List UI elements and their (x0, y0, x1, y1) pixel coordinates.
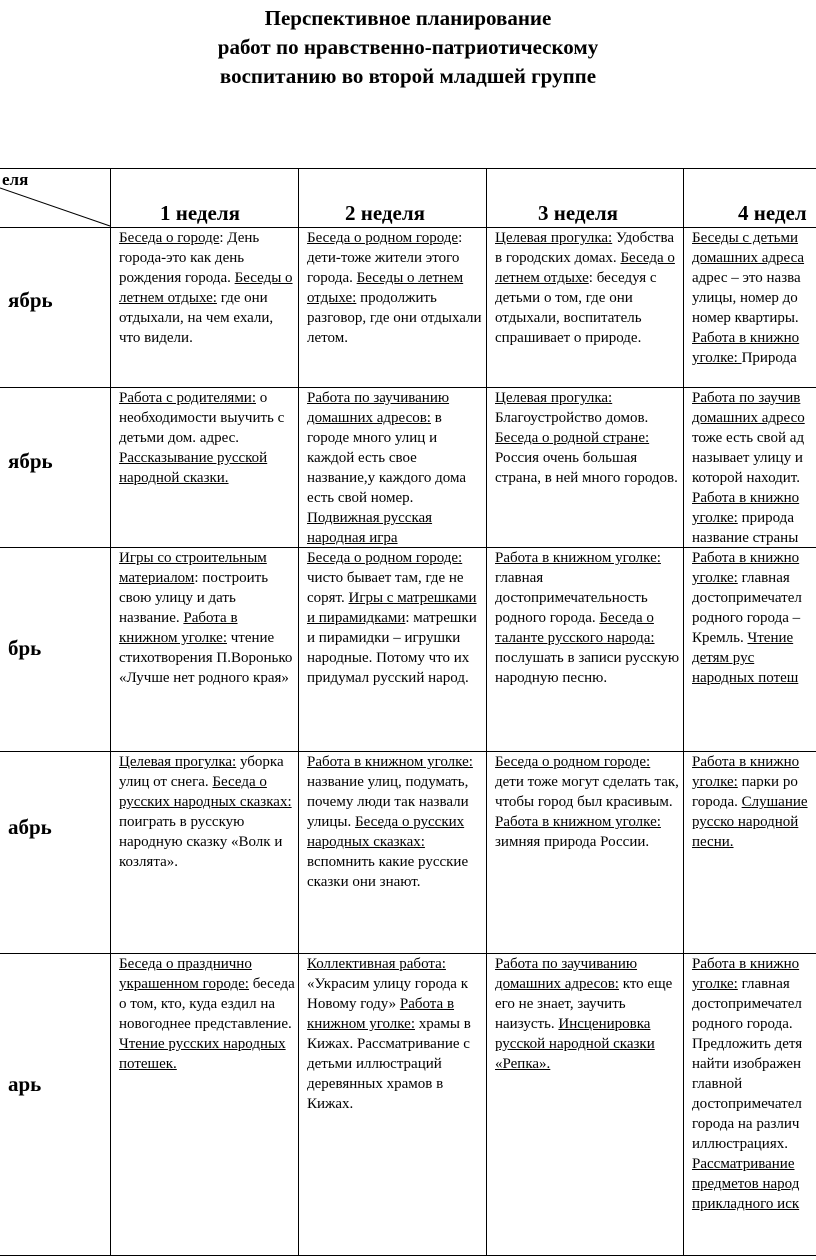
month-label: ябрь (8, 288, 53, 312)
plan-cell (307, 752, 485, 952)
activity-text: кто еще его не знает, заучить наизусть. (495, 976, 673, 1032)
activity-text: храмы в Кижах. Рассматривание с детьми иллюстраций деревянных храмов в Кижах. (307, 1016, 471, 1112)
activity-heading: Игры с матрешками и пирамидками (307, 590, 477, 626)
activity-heading: Беседы с детьми домашних адреса (692, 230, 805, 266)
page-title (0, 4, 816, 91)
month-label: брь (8, 636, 42, 660)
plan-cell (119, 388, 297, 546)
plan-cell (495, 228, 681, 386)
activity-heading: Работа в книжно уголке: (692, 550, 800, 586)
plan-cell (692, 954, 816, 1254)
activity-text: дети тоже могут сделать так, чтобы город был красивым. (495, 774, 679, 810)
plan-cell (307, 548, 485, 750)
activity-text: Удобства в городских домах. (495, 230, 675, 266)
activity-heading: Целевая прогулка: (495, 230, 613, 246)
activity-text: чем ехали, что видели. (119, 310, 274, 346)
activity-heading: Подвижная русская народная игра (307, 510, 433, 546)
activity-text: главная достопримечател родного города – Кремль. (692, 570, 802, 646)
activity-heading: Чтение детям рус народных потеш (692, 630, 799, 686)
activity-text: где они отдыхали, на (119, 290, 268, 326)
activity-heading: Слушание русско народной песни. (692, 794, 808, 850)
activity-text: в городе много улиц и каждой есть свое название,у каждого дома есть свой номер. (307, 410, 467, 506)
activity-text: природа название страны (692, 510, 799, 546)
week-header-4: 4 недел (738, 201, 807, 225)
activity-text: чтение стихотворения П.Воронько «Лучше нет родного края» (119, 630, 293, 686)
month-label: арь (8, 1072, 42, 1096)
plan-cell (692, 228, 816, 386)
activity-text: зимняя природа России. (495, 834, 650, 850)
activity-text: парки ро города. (692, 774, 798, 810)
month-label: абрь (8, 815, 52, 839)
activity-text: главная достопримечательность родного города. (495, 570, 648, 626)
activity-heading: Работа в книжно уголке: (692, 754, 800, 790)
activity-heading: Беседа о празднично украшенном городе: (119, 956, 252, 992)
activity-text: уборка улиц от снега. (119, 754, 284, 790)
activity-heading: Беседа о летнем отдыхе (495, 250, 675, 286)
activity-text: чисто бывает там, где не сорят. (307, 570, 464, 606)
activity-heading: Коллективная работа: (307, 956, 446, 972)
month-label: ябрь (8, 449, 53, 473)
week-header-2: 2 неделя (345, 201, 425, 225)
activity-text: послушать в записи русскую народную песню. (495, 650, 680, 686)
plan-cell (307, 388, 485, 546)
week-header-1: 1 неделя (160, 201, 240, 225)
activity-text: название улиц, подумать, почему люди так назвали улицы. (307, 774, 469, 830)
activity-heading: Беседа о родном городе: (495, 754, 651, 770)
plan-cell (119, 228, 297, 386)
activity-heading: Беседа о таланте русского народа: (495, 610, 655, 646)
activity-heading: Беседа о городе (119, 230, 220, 246)
plan-cell (495, 388, 681, 546)
activity-text: : беседуя с детьми о том, где они отдыхали, воспитатель спрашивает о природе. (495, 270, 657, 346)
activity-heading: Беседа о родной стране: (495, 430, 650, 446)
plan-cell (692, 548, 816, 750)
activity-text: Благоустройство домов. (495, 410, 649, 426)
title-line-1: Перспективное планирование (264, 6, 552, 30)
plan-cell (495, 548, 681, 750)
activity-heading: Инсценировка русской народной сказки «Репка». (495, 1016, 655, 1072)
activity-heading: Работа в книжно уголке: (692, 490, 800, 526)
activity-text: : построить свою улицу и дать название. (119, 570, 269, 626)
activity-heading: Беседа о русских народных сказках: (119, 774, 292, 810)
activity-text: вспомнить какие русские сказки они знают. (307, 854, 469, 890)
activity-text: «Украсим улицу города к Новому году» (307, 976, 468, 1012)
activity-text: : матрешки и пирамидки – игрушки народные. Потому что их придумал русский народ. (307, 610, 477, 686)
activity-text: продолжить разговор, где они отдыхали летом. (307, 290, 482, 346)
activity-heading: Беседа о родном городе: (307, 550, 463, 566)
title-line-3: воспитанию во второй младшей группе (219, 64, 597, 88)
activity-heading: Работа в книжном уголке: (495, 550, 661, 566)
activity-heading: Рассказывание русской народной сказки. (119, 450, 268, 486)
plan-cell (119, 752, 297, 952)
activity-text: Россия очень большая страна, в ней много городов. (495, 450, 678, 486)
plan-cell (307, 228, 485, 386)
activity-heading: Беседы о летнем отдыхе: (307, 270, 464, 306)
activity-heading: Работа по заучив домашних адресо (692, 390, 805, 426)
plan-cell (307, 954, 485, 1254)
title-line-2: работ по нравственно-патриотическому (217, 35, 599, 59)
activity-text: беседа о том, кто, куда ездил на новогоднее представление. (119, 976, 295, 1032)
activity-heading: Чтение русских народных потешек. (119, 1036, 286, 1072)
activity-text: тоже есть свой ад называет улицу и которой находит. (692, 430, 805, 486)
plan-cell (119, 548, 297, 750)
plan-cell (119, 954, 297, 1254)
activity-heading: Работа в книжно уголке: (692, 330, 800, 366)
activity-heading: Работа в книжном уголке: (307, 754, 473, 770)
activity-heading: Целевая прогулка: (119, 754, 237, 770)
activity-heading: Работа в книжном уголке: (307, 996, 455, 1032)
corner-diagonal (0, 188, 110, 226)
activity-text: главная достопримечател родного города. Предложить детя найти изображен главной достопримечател города на различ иллюстрациях. (692, 976, 803, 1152)
activity-heading: Целевая прогулка: (495, 390, 613, 406)
activity-heading: Беседа о русских народных сказках: (307, 814, 465, 850)
activity-text: о необходимости выучить с детьми дом. адрес. (119, 390, 285, 446)
week-header-3: 3 неделя (538, 201, 618, 225)
corner-label: еля (2, 170, 29, 189)
plan-cell (495, 752, 681, 952)
plan-cell (692, 752, 816, 952)
activity-text: поиграть в русскую народную сказку «Волк и козлята». (119, 814, 283, 870)
activity-heading: Игры со строительным материалом (119, 550, 267, 586)
activity-heading: Работа с родителями: (119, 390, 256, 406)
activity-heading: Беседа о родном городе (307, 230, 459, 246)
activity-heading: Рассматривание предметов народ прикладного иск (692, 1156, 800, 1212)
activity-heading: Работа в книжном уголке: (495, 814, 661, 830)
activity-heading: Работа в книжном уголке: (119, 610, 238, 646)
activity-heading: Работа по заучиванию домашних адресов: (495, 956, 638, 992)
activity-text: : День города-это как день рождения города. (119, 230, 260, 286)
activity-text: Природа (741, 350, 797, 366)
activity-heading: Беседы о летнем отдыхе: (119, 270, 293, 306)
plan-cell (495, 954, 681, 1254)
activity-text: : дети-тоже жители этого города. (307, 230, 463, 286)
plan-cell (692, 388, 816, 546)
activity-heading: Работа в книжно уголке: (692, 956, 800, 992)
activity-heading: Работа по заучиванию домашних адресов: (307, 390, 450, 426)
activity-text: адрес – это назва улицы, номер до номер квартиры. (692, 270, 801, 326)
